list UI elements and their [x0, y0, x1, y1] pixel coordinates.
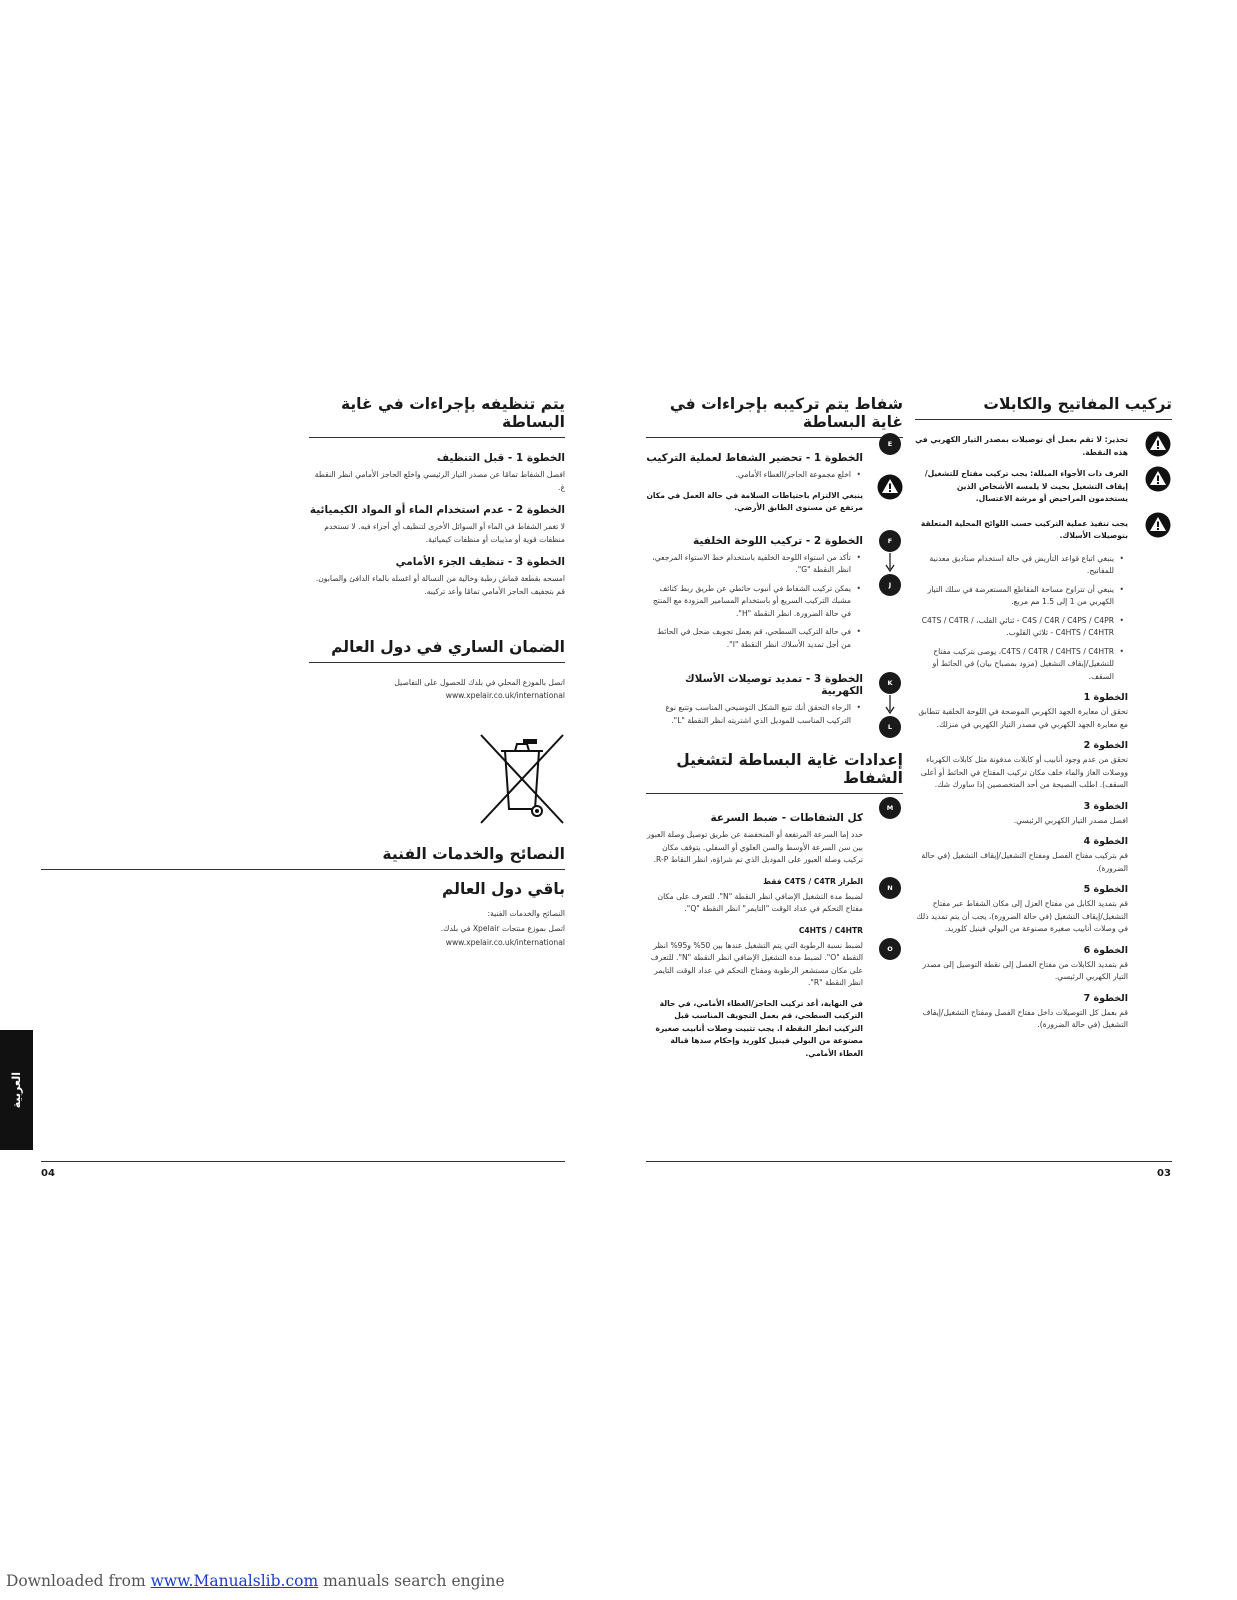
bullet-list [646, 702, 863, 727]
list-item: • C4S / C4R / C4PS / C4PR - ثنائي القلب، C4TS / C4TR / C4HTS / C4HTR - ثلاثي القلوب. [915, 615, 1114, 640]
model-text: لضبط مدة التشغيل الإضافي انظر النقطة "N". للتعرف على مكان مفتاح التحكم في عداد الوقت "التايمر" انظر النقطة "Q". [657, 891, 863, 914]
list-item: • ينبغي اتباع قواعد التأريض في حالة استخدام صناديق معدنية للمفاتيح. [915, 553, 1114, 578]
marker-m: M [879, 797, 901, 819]
final-note: في النهاية، أعد تركيب الحاجز/الغطاء الأمامي، في حالة التركيب السطحي، قم بعمل التجويف المناسب قبل التركيب انظر النقطة I. يجب تثبيت وصلات أنابيب صغيرة مصنوعة من البولي فينيل كلوريد وإحكام سدها قبالة الغطاء الأمامي. [655, 998, 863, 1058]
step-title: الخطوة 3 - تمديد توصيلات الأسلاك الكهربية [685, 673, 863, 698]
arrow-down-icon [884, 695, 896, 715]
bullet-list [646, 469, 863, 482]
clean-step-text: امسحه بقطعة قماش رطبة وخالية من النسالة أو اغسله بالماء الدافئ والصابون. قم بتجفيف الحاجز الأمامي تمامًا وأعد تركيبه. [315, 574, 565, 596]
column-cleaning [309, 395, 565, 706]
clean-step-title: الخطوة 2 - عدم استخدام الماء أو المواد الكيميائية [309, 504, 565, 517]
step-text: قم بتركيب مفتاح الفصل ومفتاح التشغيل/إيقاف التشغيل (في حالة الضرورة). [921, 851, 1128, 873]
list-item: • اخلع مجموعة الحاجز/الغطاء الأمامي. [646, 469, 851, 482]
step-text: قم بتمديد الكابل من مفتاح العزل إلى مكان الشفاط عبر مفتاح التشغيل/إيقاف التشغيل (في حالة الضرورة)، يجب أن يتم تمديد ذلك في وصلات أنابيب صغيرة مصنوعة من البولي فينيل كلوريد. [916, 899, 1128, 934]
download-footer [6, 1572, 505, 1590]
section-rest-world [309, 880, 565, 954]
step-label: الخطوة 3 [1083, 800, 1128, 812]
weee-crossed-bin-icon [479, 733, 565, 825]
page-rule [646, 1161, 1172, 1162]
speed-text: حدد إما السرعة المرتفعة أو المنخفضة عن طريق توصيل وصلة العبور بين سن السرعة الأوسط والسن العلوي أو السفلي. يتوقف مكان تركيب وصلة العبور على الموديل الذي تم شراؤه، انظر النقاط R-P. [647, 830, 863, 865]
footer-suffix: manuals search engine [318, 1572, 505, 1590]
warning-triangle-icon [1145, 512, 1171, 538]
step-text: قم بعمل كل التوصيلات داخل مفتاح الفصل ومفتاح التشغيل/إيقاف التشغيل (في حالة الضرورة). [922, 1007, 1128, 1030]
step-label: الخطوة 7 [1083, 992, 1128, 1004]
section-title-fitting: شفاط يتم تركيبه بإجراءات في غاية البساطة [646, 395, 903, 438]
bullet-list [646, 552, 863, 652]
step-text: تحقق من عدم وجود أنابيب أو كابلات مدفونة مثل كابلات الكهرباء ووصلات الغاز والماء خلف مكان تركيب المفتاح في الحائط أو أعلى السقف). اطلب النصيحة من أحد المتخصصين إذا ساورك شك. [920, 755, 1128, 790]
manualslib-link[interactable]: www.Manualslib.com [150, 1572, 319, 1590]
marker-f: F [879, 530, 901, 552]
rest-world-line: النصائح والخدمات الفنية: [487, 909, 565, 918]
page-number: 03 [1157, 1168, 1171, 1179]
list-item: • في حالة التركيب السطحي، قم بعمل تجويف ضحل في الحائط من أجل تمديد الأسلاك انظر النقطة "I". [646, 626, 851, 651]
list-item: • C4TS / C4TR / C4HTS / C4HTR، يوصى بتركيب مفتاح للتشغيل/إيقاف التشغيل (مزود بمصباح بيان) في الحائط أو السقف. [915, 646, 1114, 684]
marker-k: K [879, 672, 901, 694]
warning-text: تحذير: لا تقم بعمل أي توصيلات بمصدر التيار الكهربي في هذه النقطة. [915, 435, 1128, 457]
step-text: افصل مصدر التيار الكهربي الرئيسي. [1013, 815, 1128, 825]
step-label: الخطوة 5 [1083, 884, 1128, 896]
section-title-cleaning: يتم تنظيفه بإجراءات في غاية البساطة [309, 395, 565, 438]
section-title-settings: إعدادات غاية البساطة لتشغيل الشفاط [646, 751, 903, 794]
model-title: C4HTS / C4HTR [798, 925, 863, 935]
arrow-down-icon [884, 553, 896, 573]
section-title-warranty: الضمان الساري في دول العالم [309, 638, 565, 663]
list-item: • الرجاء التحقق أنك تتبع الشكل التوضيحي المناسب وتتبع نوع التركيب المناسب للموديل الذي اشتريته انظر النقطة "L". [646, 702, 851, 727]
step-text: تحقق أن معايرة الجهد الكهربي الموضحة في اللوحة الخلفية تتطابق مع معايرة الجهد الكهربي في مصدر التيار الكهربي في منزلك. [918, 707, 1128, 729]
section-title-switches-cables: تركيب المفاتيح والكابلات [915, 395, 1172, 420]
warning-text: الغرف ذات الأجواء المبللة: يجب تركيب مفتاح للتشغيل/إيقاف التشغيل بحيث لا يلمسه الأشخاص الذين يستخدمون المراحيض أو مرشة الاغتسال. [924, 469, 1128, 504]
marker-o: O [879, 938, 901, 960]
step-label: الخطوة 2 [1083, 740, 1128, 752]
footer-prefix: Downloaded from [6, 1572, 151, 1590]
step-text: قم بتمديد الكابلات من مفتاح الفصل إلى نقطة التوصيل إلى مصدر التيار الكهربي الرئيسي. [922, 959, 1128, 982]
install-steps [915, 692, 1128, 1032]
page-rule [41, 1161, 565, 1162]
warning-triangle-icon [1145, 466, 1171, 492]
step-label: الخطوة 4 [1083, 836, 1128, 848]
step-label: الخطوة 6 [1083, 944, 1128, 956]
step-title: الخطوة 2 - تركيب اللوحة الخلفية [692, 534, 863, 547]
warning-row [915, 518, 1128, 543]
list-item: • ينبغي أن تتراوح مساحة المقاطع المستعرضة في سلك التيار الكهربي من 1 إلى 1.5 مم مربع. [915, 584, 1114, 609]
marker-e: E [879, 433, 901, 455]
language-tab [0, 1030, 33, 1150]
language-tab-label: العربية [10, 1071, 23, 1109]
warranty-text: اتصل بالموزع المحلي في بلدك للحصول على التفاصيل [394, 678, 565, 688]
marker-j: J [879, 574, 901, 596]
column-installation [915, 395, 1172, 1036]
warning-row [915, 468, 1128, 506]
clean-step-title: الخطوة 3 - تنظيف الجزء الأمامي [395, 556, 565, 569]
page-number: 04 [41, 1168, 55, 1179]
warranty-url[interactable]: www.xpelair.co.uk/international [445, 690, 565, 700]
speed-title: كل الشفاطات - ضبط السرعة [710, 812, 863, 825]
warning-text: ينبغي الالتزام باحتياطات السلامة في حالة العمل في مكان مرتفع عن مستوى الطابق الأرضي. [646, 490, 863, 513]
rest-world-line: اتصل بموزع منتجات Xpelair في بلدك. [440, 923, 565, 933]
wiring-bullet-list [915, 553, 1128, 684]
model-text: لضبط نسبة الرطوبة التي يتم التشغيل عندها بين 50% و95% انظر النقطة "O". لضبط مدة التشغيل الإضافي انظر النقطة "N". للتعرف على مكان مستشعر الرطوبة ومفتاح التحكم في عداد الوقت التايمر انظر النقطة "R". [650, 940, 863, 988]
section-advice [41, 845, 565, 880]
section-title-advice: النصائح والخدمات الفنية [41, 845, 565, 870]
list-item: • تأكد من استواء اللوحة الخلفية باستخدام خط الاستواء المرجعي، انظر النقطة "G". [646, 552, 851, 577]
model-title: الطراز C4TS / C4TR فقط [763, 876, 863, 886]
column-fitting [646, 395, 903, 1064]
step-label: الخطوة 1 [1083, 692, 1128, 704]
step-title: الخطوة 1 - تحضير الشفاط لعملية التركيب [646, 452, 863, 464]
clean-step-text: افصل الشفاط تمامًا عن مصدر التيار الرئيسي واخلع الحاجز الأمامي انظر النقطة غ. [314, 470, 565, 492]
clean-step-text: لا تغمر الشفاط في الماء أو السوائل الأخرى لتنظيف أي أجزاء فيه. لا تستخدم منظفات قوية أو مذيبات أو منظفات كيميائية. [324, 522, 565, 544]
rest-world-title: باقي دول العالم [442, 880, 565, 898]
rest-world-url[interactable]: www.xpelair.co.uk/international [445, 938, 565, 948]
warning-row [915, 434, 1128, 459]
list-item: • يمكن تركيب الشفاط في أنبوب حائطي عن طريق ربط كتائف مشبك التركيب السريع أو باستخدام المسامير المزودة مع المنتج في حالة الضرورة. انظر النقطة "H". [646, 583, 851, 621]
marker-l: L [879, 716, 901, 738]
warning-triangle-icon [1145, 431, 1171, 457]
warning-text: يجب تنفيذ عملية التركيب حسب اللوائح المحلية المتعلقة بتوصيلات الأسلاك. [920, 518, 1128, 541]
marker-n: N [879, 877, 901, 899]
warning-triangle-icon [877, 474, 903, 500]
clean-step-title: الخطوة 1 - قبل التنظيف [436, 452, 565, 464]
